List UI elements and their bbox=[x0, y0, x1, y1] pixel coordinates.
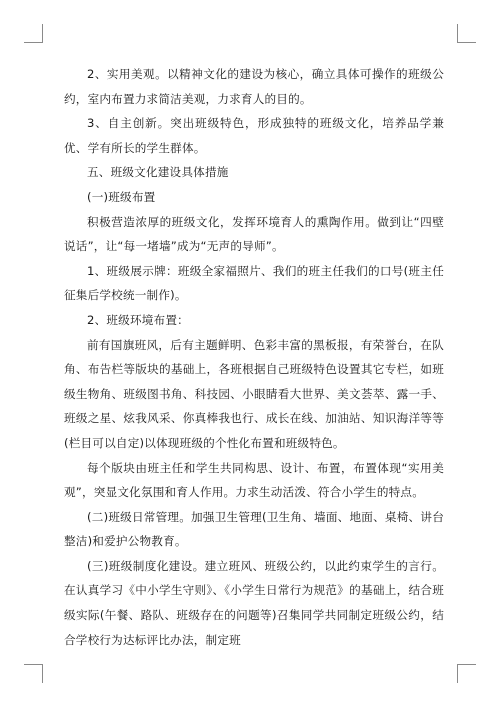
paragraph-rules-construction: (三)班级制度化建设。建立班风、班级公约，以此约束学生的言行。在认真学习《中小学生守则》、《小学生日常行为规范》的基础上，结合班级实际(午餐、路队、班级存在的问题等)召集同学共同制定班级公约，结合学校行为达标评比办法，制定班 bbox=[64, 558, 444, 647]
paragraph-culture-atmosphere: 积极营造浓厚的班级文化，发挥环境育人的熏陶作用。做到让“四壁说话”，让“每一堵墙”成为“无声的导师”。 bbox=[64, 214, 444, 254]
crop-mark-top-left bbox=[24, 24, 43, 43]
paragraph-self-innovation: 3、自主创新。突出班级特色，形成独特的班级文化，培养品学兼优、学有所长的学生群体。 bbox=[64, 116, 444, 155]
subheading-class-layout: (一)班级布置 bbox=[87, 189, 156, 204]
crop-mark-bottom-left bbox=[24, 664, 43, 683]
paragraph-section-design: 每个版块由班主任和学生共同构思、设计、布置，布置体现“实用美观”，突显文化氛围和育人作用。力求生动活泼、符合小学生的特点。 bbox=[64, 460, 444, 500]
paragraph-environment-heading: 2、班级环境布置： bbox=[87, 312, 189, 327]
paragraph-practical-aesthetics: 2、实用美观。以精神文化的建设为核心，确立具体可操作的班级公约，室内布置力求简洁美观，力求育人的目的。 bbox=[64, 67, 444, 106]
paragraph-display-board: 1、班级展示牌：班级全家福照片、我们的班主任我们的口号(班主任征集后学校统一制作)。 bbox=[64, 263, 444, 303]
section-heading-measures: 五、班级文化建设具体措施 bbox=[87, 165, 229, 180]
crop-mark-top-right bbox=[457, 24, 476, 43]
paragraph-environment-detail: 前有国旗班风，后有主题鲜明、色彩丰富的黑板报，有荣誉台，在队角、布告栏等版块的基础上，各班根据自己班级特色设置其它专栏，如班级生物角、班级图书角、科技园、小眼睛看大世界、美文荟萃、露一手、班级之星、炫我风采、你真棒我也行、成长在线、加油站、知识海洋等等(栏目可以自定)以体现班级的个性化布置和班级特色。 bbox=[64, 337, 444, 450]
document-body bbox=[64, 62, 444, 652]
paragraph-daily-management: (二)班级日常管理。加强卫生管理(卫生角、墙面、地面、桌椅、讲台整洁)和爱护公物教育。 bbox=[64, 509, 444, 549]
crop-mark-bottom-right bbox=[457, 664, 476, 683]
